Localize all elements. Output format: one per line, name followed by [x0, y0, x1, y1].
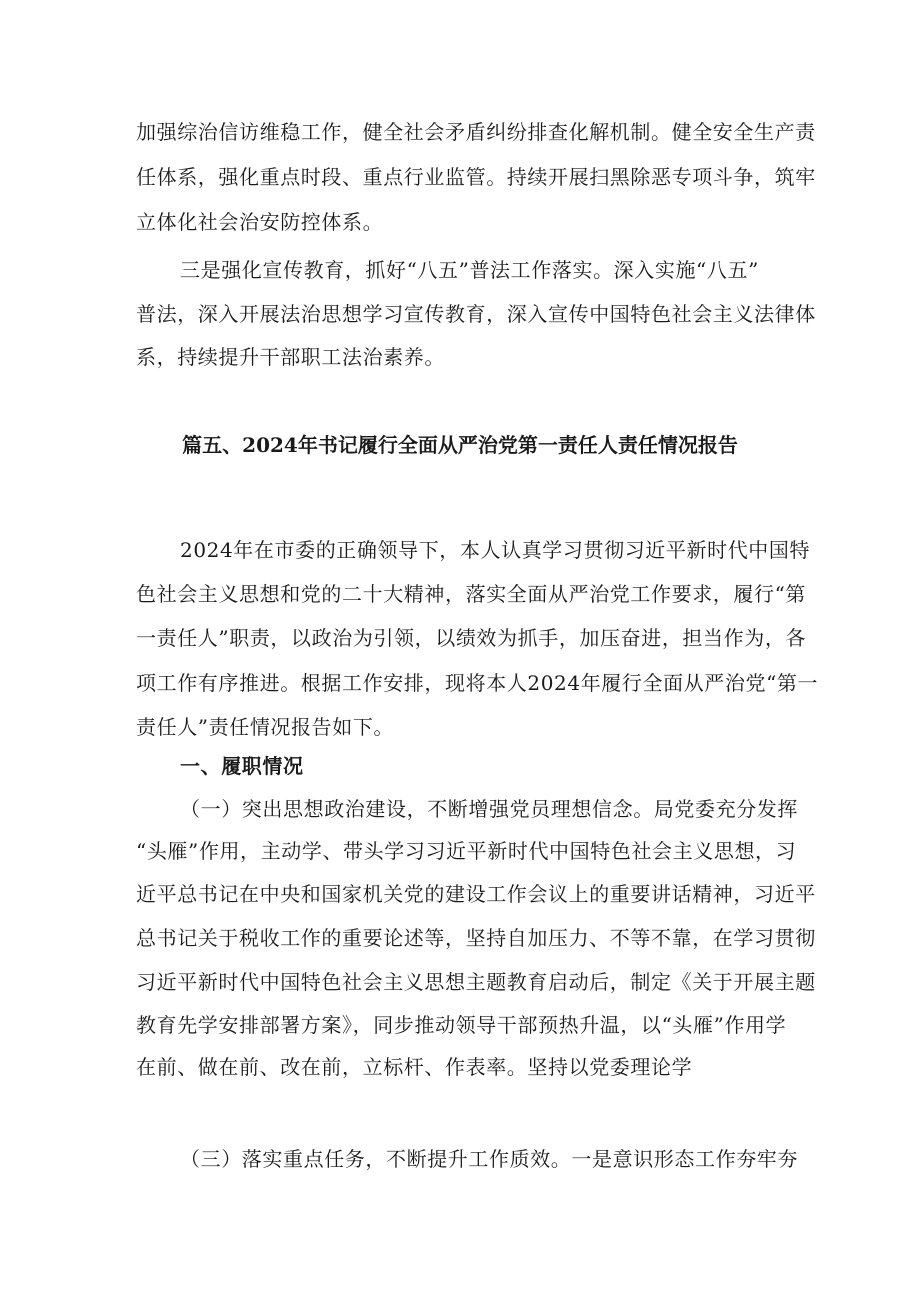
paragraph-line: 习近平新时代中国特色社会主义思想主题教育启动后，制定《关于开展主题	[136, 970, 816, 994]
paragraph-line: 加强综治信访维稳工作，健全社会矛盾纠纷排查化解机制。健全安全生产责	[136, 120, 816, 144]
paragraph-line: 任体系，强化重点时段、重点行业监管。持续开展扫黑除恶专项斗争，筑牢	[136, 165, 816, 189]
paragraph-line: 色社会主义思想和党的二十大精神，落实全面从严治党工作要求，履行“第	[136, 582, 807, 606]
paragraph-line: “头雁”作用，主动学、带头学习习近平新时代中国特色社会主义思想，习	[136, 839, 797, 863]
section-heading: 一、履职情况	[180, 754, 304, 778]
paragraph-line: 总书记关于税收工作的重要论述等，坚持自加压力、不等不靠，在学习贯彻	[136, 926, 816, 950]
paragraph-line: 项工作有序推进。根据工作安排，现将本人2024年履行全面从严治党“第一	[136, 671, 819, 695]
paragraph-line: 立体化社会治安防控体系。	[136, 210, 384, 234]
paragraph-line: 在前、做在前、改在前，立标杆、作表率。坚持以党委理论学	[136, 1055, 693, 1079]
article-title: 篇五、2024年书记履行全面从严治党第一责任人责任情况报告	[182, 433, 738, 457]
paragraph-line: （三）落实重点任务，不断提升工作质效。一是意识形态工作夯牢夯	[180, 1147, 798, 1171]
paragraph-line: （一）突出思想政治建设，不断增强党员理想信念。局党委充分发挥	[180, 797, 798, 821]
paragraph-line: 责任人”责任情况报告如下。	[136, 715, 395, 739]
paragraph-line: 一责任人”职责，以政治为引领，以绩效为抓手，加压奋进，担当作为，各	[136, 626, 807, 650]
paragraph-line: 系，持续提升干部职工法治素养。	[136, 345, 445, 369]
paragraph-line: 近平总书记在中央和国家机关党的建设工作会议上的重要讲话精神，习近平	[136, 882, 816, 906]
paragraph-line: 2024年在市委的正确领导下，本人认真学习贯彻习近平新时代中国特	[180, 538, 811, 562]
paragraph-line: 普法，深入开展法治思想学习宣传教育，深入宣传中国特色社会主义法律体	[136, 302, 816, 326]
paragraph-line: 教育先学安排部署方案》，同步推动领导干部预热升温，以“头雁”作用学	[136, 1013, 787, 1037]
paragraph-line: 三是强化宣传教育，抓好“八五”普法工作落实。深入实施“八五”	[180, 258, 759, 282]
